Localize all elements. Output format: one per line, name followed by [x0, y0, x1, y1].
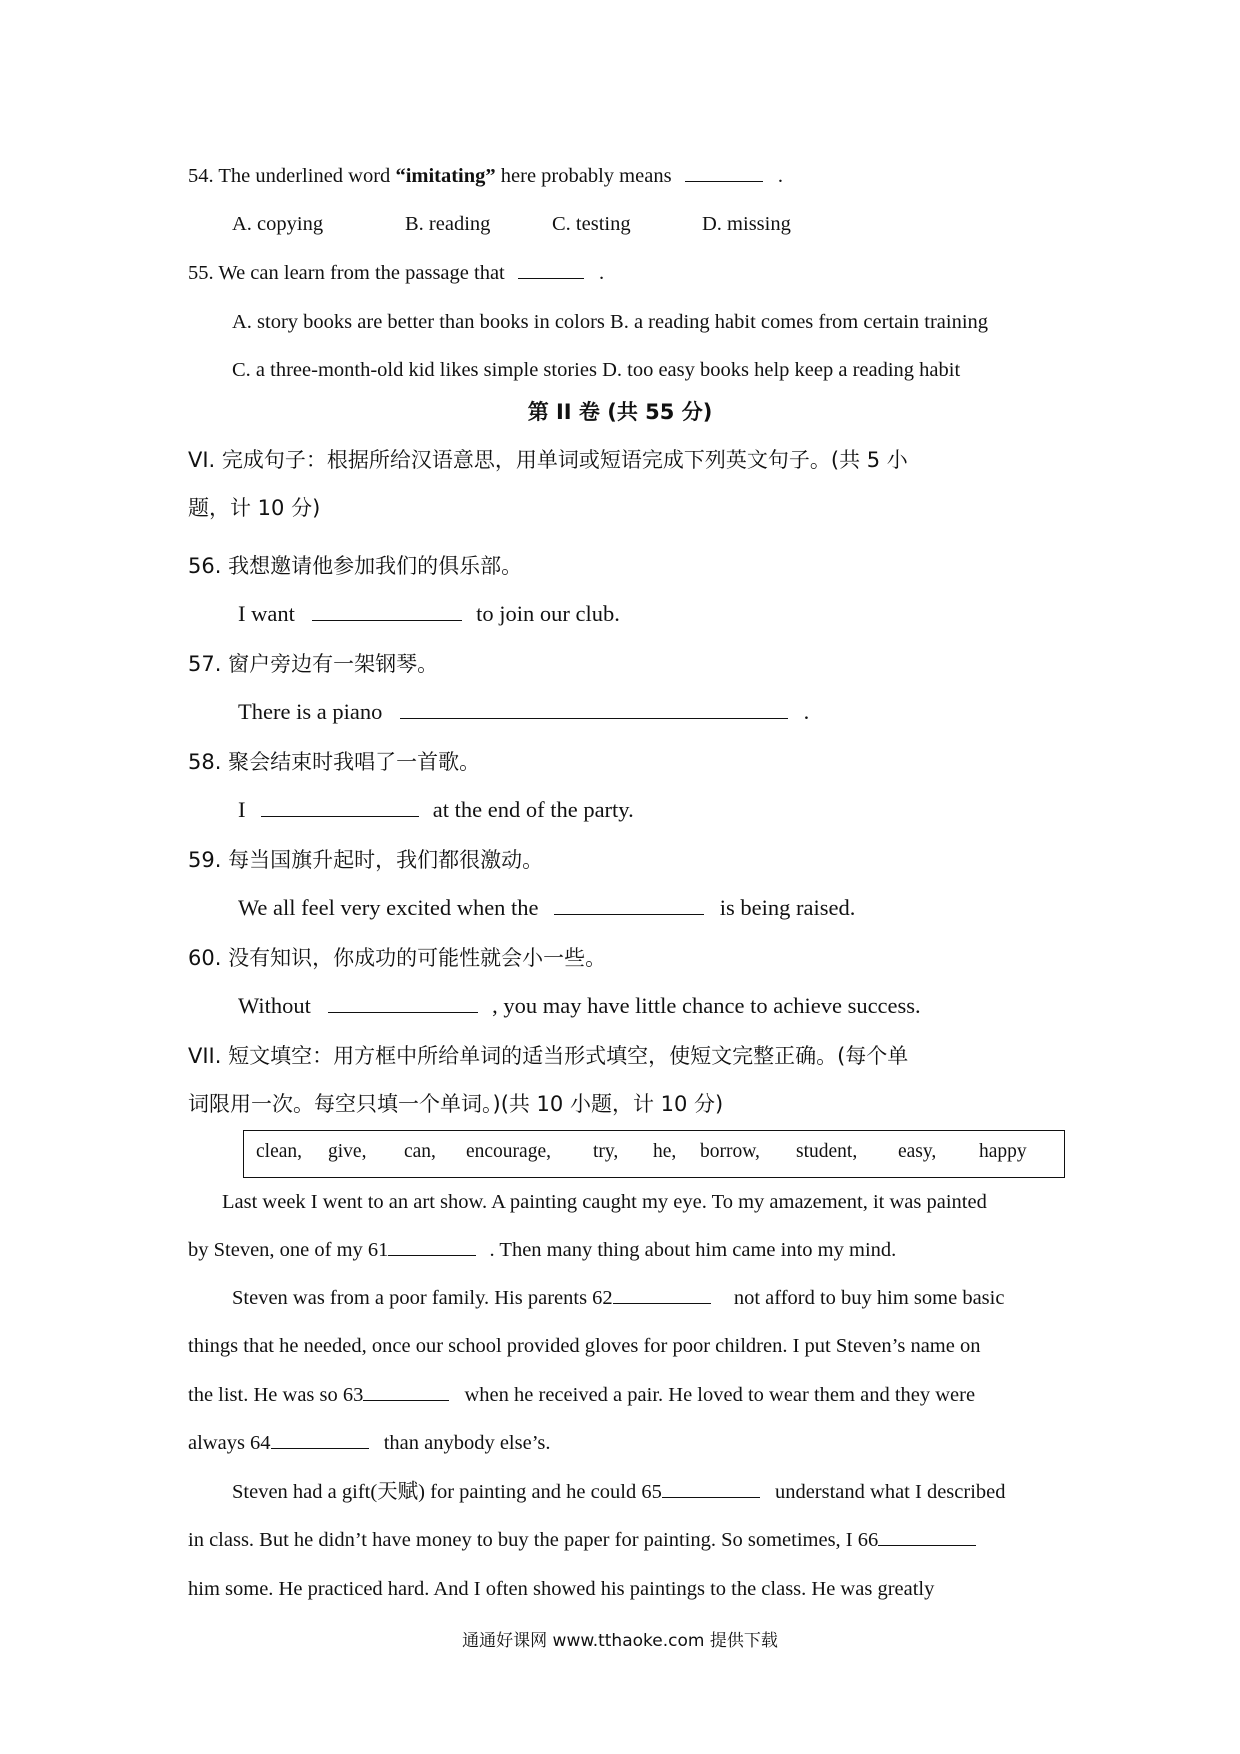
q56-pre: I want [238, 601, 295, 626]
passage-line: him some. He practiced hard. And I often showed his paintings to the class. He was greatly [188, 1578, 935, 1600]
q60-blank[interactable] [328, 994, 478, 1013]
word-box-item: he, [653, 1141, 677, 1162]
blank-63[interactable] [363, 1382, 449, 1401]
passage-text: not afford to buy him some basic [733, 1287, 1005, 1309]
q54-end: . [777, 165, 783, 187]
q59-english [238, 894, 855, 922]
word-box-item: give, [328, 1141, 367, 1162]
word-box-item: borrow, [700, 1141, 760, 1162]
passage-text: than anybody else’s. [383, 1432, 551, 1454]
word-box-item: try, [593, 1141, 619, 1162]
passage-text: understand what I described [774, 1481, 1006, 1503]
q58-blank[interactable] [261, 798, 419, 817]
q60-pre: Without [238, 993, 311, 1018]
q56-post: to join our club. [476, 601, 620, 626]
q54-post: here probably means [495, 165, 672, 187]
q54-underlined-word: “imitating” [395, 165, 496, 187]
passage-line [188, 1381, 975, 1409]
q59-post: is being raised. [719, 895, 856, 920]
passage-line: Last week I went to an art show. A painting caught my eye. To my amazement, it was painted [222, 1191, 987, 1213]
q55-options-line2[interactable]: C. a three-month-old kid likes simple stories D. too easy books help keep a reading habit [232, 359, 961, 381]
section6-instruction-line2: 题，计 10 分) [188, 496, 321, 520]
q57-post: . [803, 699, 810, 724]
q60-chinese: 60. 没有知识，你成功的可能性就会小一些。 [188, 946, 607, 970]
blank-66[interactable] [878, 1527, 976, 1546]
q59-blank[interactable] [554, 896, 704, 915]
passage-line [232, 1478, 1006, 1506]
q54-blank[interactable] [685, 163, 763, 182]
q54-option-b[interactable]: B. reading [405, 213, 491, 235]
passage-line [188, 1526, 976, 1554]
q54-option-c[interactable]: C. testing [552, 213, 631, 235]
q56-english [238, 600, 620, 628]
passage-line [232, 1284, 1004, 1312]
q55-end: . [599, 262, 605, 284]
q54-option-d[interactable]: D. missing [702, 213, 791, 235]
section6-instruction-line1: VI. 完成句子：根据所给汉语意思，用单词或短语完成下列英文句子。(共 5 小 [188, 448, 908, 472]
blank-61[interactable] [388, 1237, 476, 1256]
footer: 通通好课网 www.tthaoke.com 提供下载 [462, 1631, 778, 1651]
q55-stem-text: 55. We can learn from the passage that [188, 262, 505, 284]
q55-stem [188, 259, 604, 287]
part2-title: 第 II 卷 (共 55 分) [527, 400, 713, 424]
passage-text: . Then many thing about him came into my mind. [489, 1239, 897, 1261]
q55-options-line1[interactable]: A. story books are better than books in colors B. a reading habit comes from certain training [232, 311, 989, 333]
word-box-item: student, [796, 1141, 858, 1162]
passage-text: the list. He was so 63 [188, 1384, 364, 1406]
q58-chinese: 58. 聚会结束时我唱了一首歌。 [188, 750, 481, 774]
q56-chinese: 56. 我想邀请他参加我们的俱乐部。 [188, 554, 523, 578]
q54-pre: 54. The underlined word [188, 165, 396, 187]
passage-text: when he received a pair. He loved to wear them and they were [464, 1384, 976, 1406]
passage-text: by Steven, one of my 61 [188, 1239, 389, 1261]
word-box [243, 1130, 1065, 1178]
q58-english [238, 796, 634, 824]
blank-64[interactable] [271, 1430, 369, 1449]
q54-stem [188, 162, 783, 190]
passage-line [188, 1429, 551, 1457]
q57-blank[interactable] [400, 700, 788, 719]
word-box-item: clean, [256, 1141, 303, 1162]
passage-line [188, 1236, 896, 1264]
q54-option-a[interactable]: A. copying [232, 213, 324, 235]
section7-instruction-line2: 词限用一次。每空只填一个单词。)(共 10 小题，计 10 分) [188, 1092, 724, 1116]
q59-chinese: 59. 每当国旗升起时，我们都很激动。 [188, 848, 544, 872]
word-box-item: easy, [898, 1141, 937, 1162]
blank-65[interactable] [662, 1479, 760, 1498]
blank-62[interactable] [613, 1285, 711, 1304]
q58-pre: I [238, 797, 246, 822]
q57-chinese: 57. 窗户旁边有一架钢琴。 [188, 652, 439, 676]
passage-line: things that he needed, once our school provided gloves for poor children. I put Steven’s name on [188, 1335, 981, 1357]
q59-pre: We all feel very excited when the [238, 895, 539, 920]
q57-pre: There is a piano [238, 699, 383, 724]
q60-english [238, 992, 921, 1020]
q55-blank[interactable] [518, 260, 584, 279]
word-box-item: happy [979, 1141, 1027, 1162]
section7-instruction-line1: VII. 短文填空：用方框中所给单词的适当形式填空，使短文完整正确。(每个单 [188, 1044, 909, 1068]
passage-text: in class. But he didn’t have money to buy the paper for painting. So sometimes, I 66 [188, 1529, 879, 1551]
q57-english [238, 698, 809, 726]
passage-text: Steven had a gift(天赋) for painting and he could 65 [232, 1481, 662, 1503]
q58-post: at the end of the party. [432, 797, 634, 822]
q56-blank[interactable] [312, 602, 462, 621]
word-box-item: can, [404, 1141, 436, 1162]
passage-text: always 64 [188, 1432, 271, 1454]
q60-post: , you may have little chance to achieve success. [492, 993, 921, 1018]
word-box-item: encourage, [466, 1141, 551, 1162]
passage-text: Steven was from a poor family. His parents 62 [232, 1287, 613, 1309]
